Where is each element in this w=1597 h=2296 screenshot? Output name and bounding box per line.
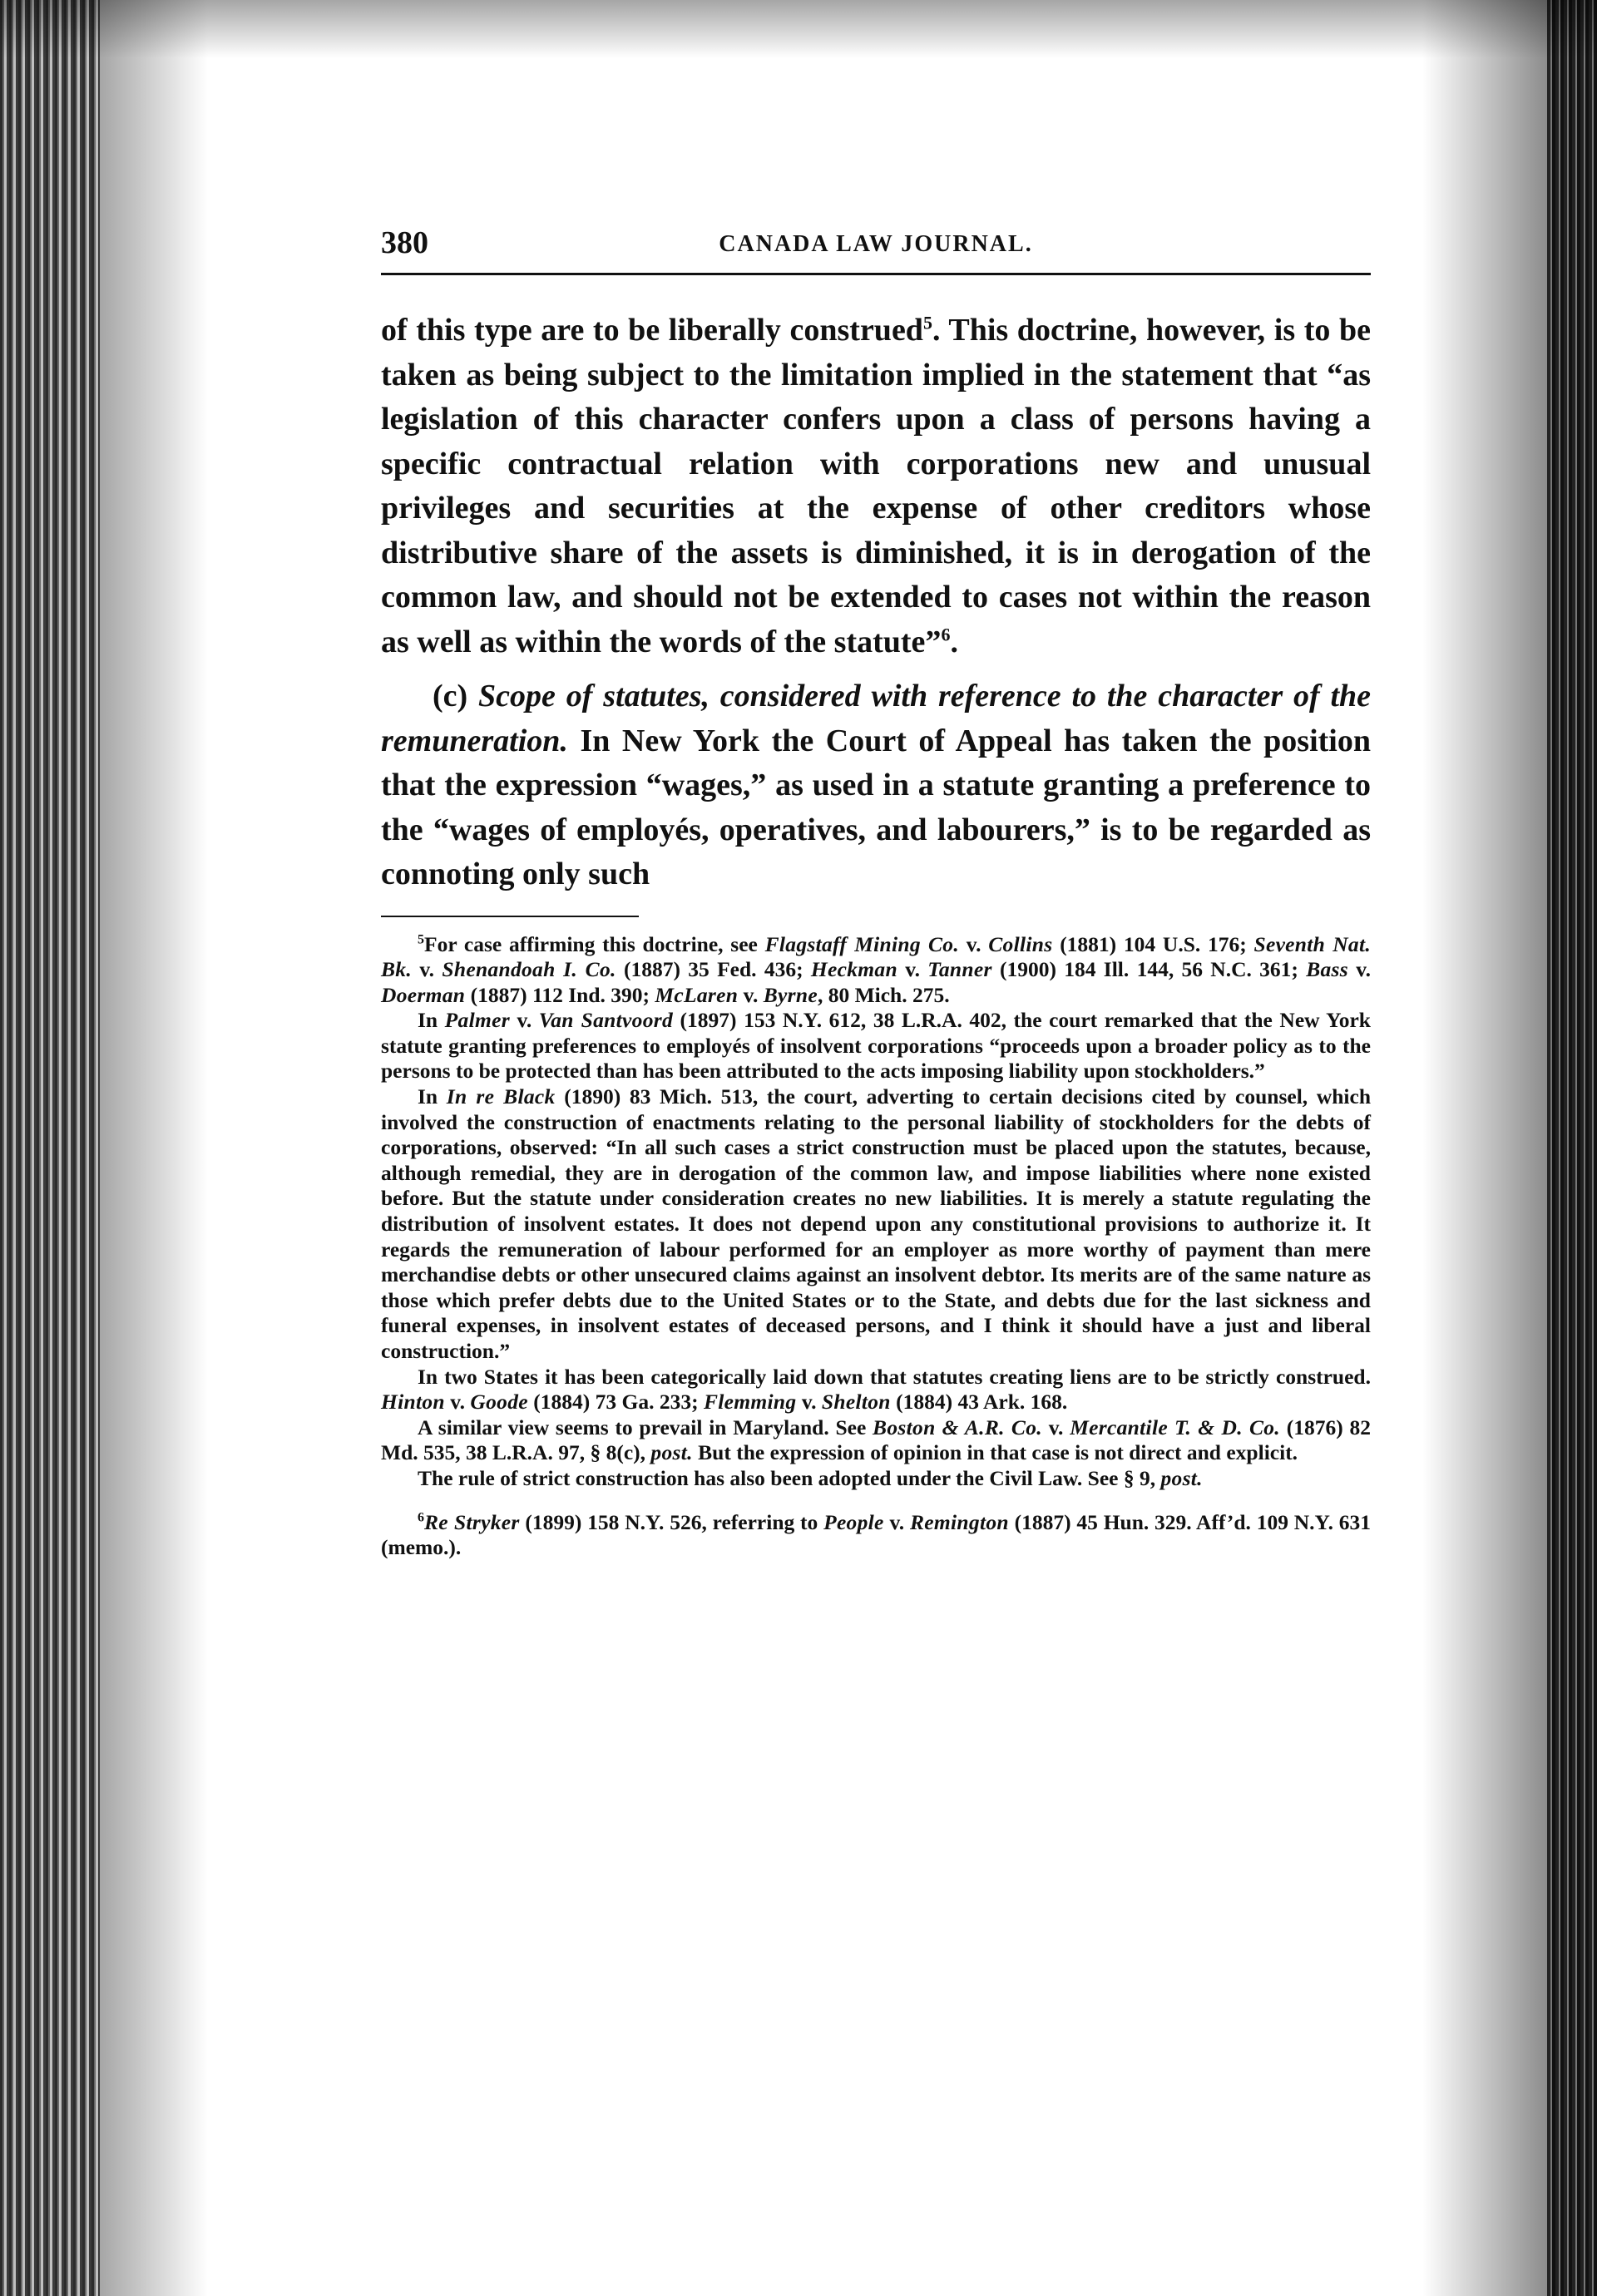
footnote-5-civil-law: The rule of strict construction has also been adopted under the Civil Law. See § 9, post. [418, 1465, 1203, 1490]
footnote-5-two-states: In two States it has been categorically laid down that statutes creating liens are to be strictly construed. Hinton v. Goode (1884) 73 Ga. 233; Flemming v. Shelton (1884) 43 Ark. 168. [381, 1364, 1371, 1415]
main-text [381, 309, 1371, 897]
journal-title: CANADA LAW JOURNAL. [719, 231, 1033, 257]
paragraph-1: of this type are to be liberally construed$^5$. This doctrine, however, is to be taken as being subject to the limitation implied in the statement that “as legislation of this character confers upon a class of persons having a specific contractual relation with corporations new and unusual privileges and securities at the expense of other creditors whose distributive share of the assets is diminished, it is in derogation of the common law, and should not be extended to cases not within the reason as well as within the words of the statute”$^6$. [381, 312, 1372, 659]
section-label: (c) [433, 679, 468, 713]
footnote-ref-5[interactable]: 5 [922, 312, 932, 333]
page-number: 380 [381, 225, 428, 260]
scan-shadow-left [100, 0, 208, 2296]
footnote-rule [381, 916, 639, 917]
footnotes [381, 932, 1371, 1561]
footnote-5-black: In In re Black (1890) 83 Mich. 513, the court, adverting to certain decisions cited by counsel, which involved the construction of enactments relating to the personal liability of stockholders for the debts of corporations, observed: “In all such cases a strict construction must be placed upon the statutes, because, although remedial, they are in derogation of the common law, and impose liabilities where none existed before. But the statute under consideration creates no new liabilities. It is merely a statute regulating the distribution of insolvent estates. It does not depend upon any constitutional provisions to authorize it. It regards the remuneration of labour performed for an employer as more worthy of payment than mere merchandise debts or other unsecured claims against an insolvent debtor. Its merits are of the same nature as those which prefer debts due to the United States or to the State, and debts due for the last sickness and funeral expenses, in insolvent estates of deceased persons, and I think it should have a just and liberal construction.” [381, 1084, 1371, 1363]
footnote-6: $^6$Re Stryker (1899) 158 N.Y. 526, referring to People v. Remington (1887) 45 Hun. 329. Aff’d. 109 N.Y. 631 (memo.). [381, 1509, 1372, 1560]
journal-page [381, 225, 1371, 1561]
paragraph-2: (c) Scope of statutes, considered with reference to the character of the remuneration. In New York the Court of Appeal has taken the position that the expression “wages,” as used in a statute granting a preference to the “wages of employés, operatives, and labourers,” is to be regarded as connoting only such [381, 679, 1372, 891]
footnote-ref-6[interactable]: 6 [941, 623, 951, 644]
scan-edge-right [1547, 0, 1597, 2296]
section-heading: Scope of statutes, considered with reference to the character of the remuneration. [381, 679, 1372, 758]
running-head [381, 225, 1371, 275]
footnote-5-maryland: A similar view seems to prevail in Maryland. See Boston & A.R. Co. v. Mercantile T. & D. Co. (1876) 82 Md. 535, 38 L.R.A. 97, § 8(c), post. But the expression of opinion in that case is not direct and explicit. [381, 1415, 1372, 1465]
scan-shadow-top [0, 0, 1597, 58]
scan-edge-left [0, 0, 100, 2296]
scan-shadow-right [1422, 0, 1547, 2296]
footnote-5-palmer: In Palmer v. Van Santvoord (1897) 153 N.Y. 612, 38 L.R.A. 402, the court remarked that the New York statute granting preferences to employés of insolvent corporations “proceeds upon a broader policy as to the persons to be protected than has been attributed to the acts imposing liability upon stockholders.” [381, 1008, 1371, 1084]
footnote-5: $^5$For case affirming this doctrine, see Flagstaff Mining Co. v. Collins (1881) 104 U.S. 176; Seventh Nat. Bk. v. Shenandoah I. Co. (1887) 35 Fed. 436; Heckman v. Tanner (1900) 184 Ill. 144, 56 N.C. 361; Bass v. Doerman (1887) 112 Ind. 390; McLaren v. Byrne, 80 Mich. 275. [381, 931, 1372, 1007]
